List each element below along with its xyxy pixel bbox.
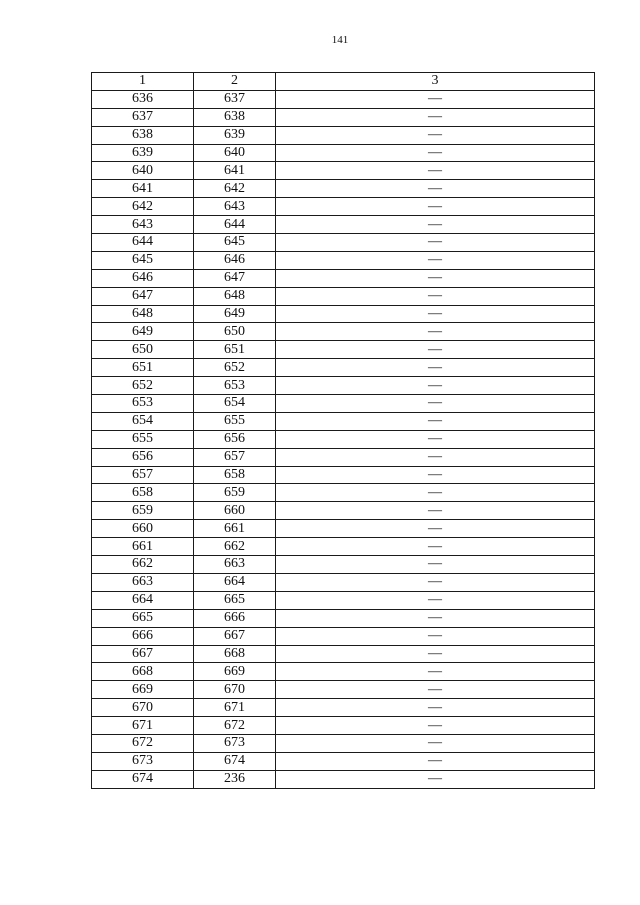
table-row	[92, 395, 595, 413]
table-cell-col-2: 664	[194, 573, 276, 591]
table-cell-col-2: 637	[194, 90, 276, 108]
table-cell-col-1: 663	[92, 573, 194, 591]
table-cell-col-2: 667	[194, 627, 276, 645]
column-header-3: 3	[276, 73, 595, 91]
table-cell-col-3: —	[276, 573, 595, 591]
table-cell-col-2: 660	[194, 502, 276, 520]
table-cell-col-3: —	[276, 663, 595, 681]
table-cell-col-1: 662	[92, 556, 194, 574]
table-cell-col-1: 636	[92, 90, 194, 108]
table-cell-col-1: 665	[92, 609, 194, 627]
table-cell-col-1: 647	[92, 287, 194, 305]
table-cell-col-3: —	[276, 108, 595, 126]
table-cell-col-2: 665	[194, 591, 276, 609]
table-row	[92, 323, 595, 341]
table-cell-col-2: 657	[194, 448, 276, 466]
table-header	[92, 73, 595, 91]
table-cell-col-2: 650	[194, 323, 276, 341]
table-cell-col-2: 651	[194, 341, 276, 359]
table-row	[92, 90, 595, 108]
table-row	[92, 538, 595, 556]
table-cell-col-2: 648	[194, 287, 276, 305]
table-row	[92, 717, 595, 735]
table-cell-col-1: 641	[92, 180, 194, 198]
table-cell-col-3: —	[276, 520, 595, 538]
table-cell-col-2: 644	[194, 216, 276, 234]
table-row	[92, 645, 595, 663]
table-cell-col-3: —	[276, 448, 595, 466]
table-row	[92, 216, 595, 234]
table-row	[92, 126, 595, 144]
table-cell-col-3: —	[276, 377, 595, 395]
table-row	[92, 520, 595, 538]
table-cell-col-2: 642	[194, 180, 276, 198]
table-cell-col-3: —	[276, 734, 595, 752]
table-row	[92, 377, 595, 395]
table-row	[92, 448, 595, 466]
table-cell-col-2: 673	[194, 734, 276, 752]
table-cell-col-1: 649	[92, 323, 194, 341]
table-row	[92, 162, 595, 180]
table-cell-col-3: —	[276, 502, 595, 520]
table-cell-col-2: 649	[194, 305, 276, 323]
table-cell-col-3: —	[276, 359, 595, 377]
table-cell-col-1: 657	[92, 466, 194, 484]
table-row	[92, 609, 595, 627]
table-row	[92, 287, 595, 305]
table-cell-col-1: 660	[92, 520, 194, 538]
table-cell-col-2: 638	[194, 108, 276, 126]
table-cell-col-1: 651	[92, 359, 194, 377]
table-row	[92, 484, 595, 502]
table-cell-col-1: 648	[92, 305, 194, 323]
table-row	[92, 108, 595, 126]
table-cell-col-1: 640	[92, 162, 194, 180]
table-cell-col-2: 647	[194, 269, 276, 287]
table-row	[92, 198, 595, 216]
table-cell-col-2: 669	[194, 663, 276, 681]
table-cell-col-1: 652	[92, 377, 194, 395]
table-cell-col-1: 667	[92, 645, 194, 663]
table-cell-col-3: —	[276, 305, 595, 323]
table-cell-col-3: —	[276, 770, 595, 788]
column-header-1: 1	[92, 73, 194, 91]
table-cell-col-3: —	[276, 681, 595, 699]
table-cell-col-2: 663	[194, 556, 276, 574]
table-cell-col-3: —	[276, 90, 595, 108]
table-cell-col-1: 645	[92, 251, 194, 269]
table-cell-col-3: —	[276, 180, 595, 198]
table-cell-col-1: 666	[92, 627, 194, 645]
table-cell-col-3: —	[276, 699, 595, 717]
table-cell-col-2: 661	[194, 520, 276, 538]
table-row	[92, 502, 595, 520]
table-row	[92, 627, 595, 645]
table-cell-col-1: 671	[92, 717, 194, 735]
table-cell-col-3: —	[276, 323, 595, 341]
table-cell-col-3: —	[276, 484, 595, 502]
table-cell-col-2: 654	[194, 395, 276, 413]
table-cell-col-1: 638	[92, 126, 194, 144]
table-row	[92, 663, 595, 681]
table-cell-col-2: 643	[194, 198, 276, 216]
table-cell-col-2: 652	[194, 359, 276, 377]
table-cell-col-3: —	[276, 556, 595, 574]
table-cell-col-2: 645	[194, 234, 276, 252]
table-cell-col-3: —	[276, 287, 595, 305]
table-cell-col-3: —	[276, 234, 595, 252]
table-cell-col-1: 642	[92, 198, 194, 216]
table-cell-col-2: 641	[194, 162, 276, 180]
table-row	[92, 180, 595, 198]
table-row	[92, 430, 595, 448]
table-row	[92, 681, 595, 699]
table-cell-col-3: —	[276, 609, 595, 627]
table-row	[92, 234, 595, 252]
column-header-2: 2	[194, 73, 276, 91]
table-cell-col-3: —	[276, 216, 595, 234]
table-cell-col-3: —	[276, 627, 595, 645]
table-cell-col-2: 668	[194, 645, 276, 663]
table-cell-col-1: 658	[92, 484, 194, 502]
table-cell-col-2: 671	[194, 699, 276, 717]
table-row	[92, 251, 595, 269]
table-cell-col-2: 655	[194, 412, 276, 430]
table-cell-col-3: —	[276, 717, 595, 735]
table-cell-col-3: —	[276, 341, 595, 359]
table-cell-col-3: —	[276, 269, 595, 287]
table-cell-col-2: 653	[194, 377, 276, 395]
table-cell-col-2: 646	[194, 251, 276, 269]
table-cell-col-1: 661	[92, 538, 194, 556]
table-cell-col-1: 655	[92, 430, 194, 448]
table-row	[92, 466, 595, 484]
table-cell-col-3: —	[276, 198, 595, 216]
table-row	[92, 144, 595, 162]
table-cell-col-3: —	[276, 752, 595, 770]
table-row	[92, 699, 595, 717]
table-cell-col-1: 643	[92, 216, 194, 234]
table-cell-col-3: —	[276, 645, 595, 663]
table-cell-col-2: 672	[194, 717, 276, 735]
table-cell-col-3: —	[276, 144, 595, 162]
header-row	[92, 73, 595, 91]
table-cell-col-1: 670	[92, 699, 194, 717]
table-cell-col-1: 644	[92, 234, 194, 252]
table-cell-col-2: 659	[194, 484, 276, 502]
table-cell-col-3: —	[276, 538, 595, 556]
table-row	[92, 359, 595, 377]
table-cell-col-1: 672	[92, 734, 194, 752]
table-row	[92, 341, 595, 359]
table-cell-col-2: 662	[194, 538, 276, 556]
table-cell-col-1: 664	[92, 591, 194, 609]
table-body	[92, 90, 595, 788]
table-row	[92, 734, 595, 752]
page-number: 141	[331, 34, 349, 46]
table-cell-col-1: 674	[92, 770, 194, 788]
table-cell-col-2: 658	[194, 466, 276, 484]
data-table	[91, 72, 595, 789]
table-cell-col-1: 650	[92, 341, 194, 359]
table-cell-col-2: 670	[194, 681, 276, 699]
table-cell-col-1: 653	[92, 395, 194, 413]
table-cell-col-2: 674	[194, 752, 276, 770]
table-cell-col-2: 640	[194, 144, 276, 162]
table-row	[92, 305, 595, 323]
table-cell-col-3: —	[276, 395, 595, 413]
table-cell-col-3: —	[276, 126, 595, 144]
table-row	[92, 573, 595, 591]
table-cell-col-3: —	[276, 412, 595, 430]
table-cell-col-3: —	[276, 466, 595, 484]
table-cell-col-1: 659	[92, 502, 194, 520]
table-row	[92, 752, 595, 770]
table-row	[92, 591, 595, 609]
table-cell-col-3: —	[276, 591, 595, 609]
table-row	[92, 269, 595, 287]
table-cell-col-1: 646	[92, 269, 194, 287]
table-cell-col-1: 668	[92, 663, 194, 681]
table-row	[92, 770, 595, 788]
table-cell-col-1: 654	[92, 412, 194, 430]
table-cell-col-1: 637	[92, 108, 194, 126]
table-cell-col-2: 639	[194, 126, 276, 144]
table-cell-col-3: —	[276, 162, 595, 180]
table-row	[92, 412, 595, 430]
table-cell-col-1: 669	[92, 681, 194, 699]
table-cell-col-1: 639	[92, 144, 194, 162]
table-cell-col-1: 673	[92, 752, 194, 770]
table-cell-col-2: 236	[194, 770, 276, 788]
table-cell-col-3: —	[276, 251, 595, 269]
table-row	[92, 556, 595, 574]
table-cell-col-3: —	[276, 430, 595, 448]
table-cell-col-2: 656	[194, 430, 276, 448]
table-cell-col-2: 666	[194, 609, 276, 627]
table-cell-col-1: 656	[92, 448, 194, 466]
